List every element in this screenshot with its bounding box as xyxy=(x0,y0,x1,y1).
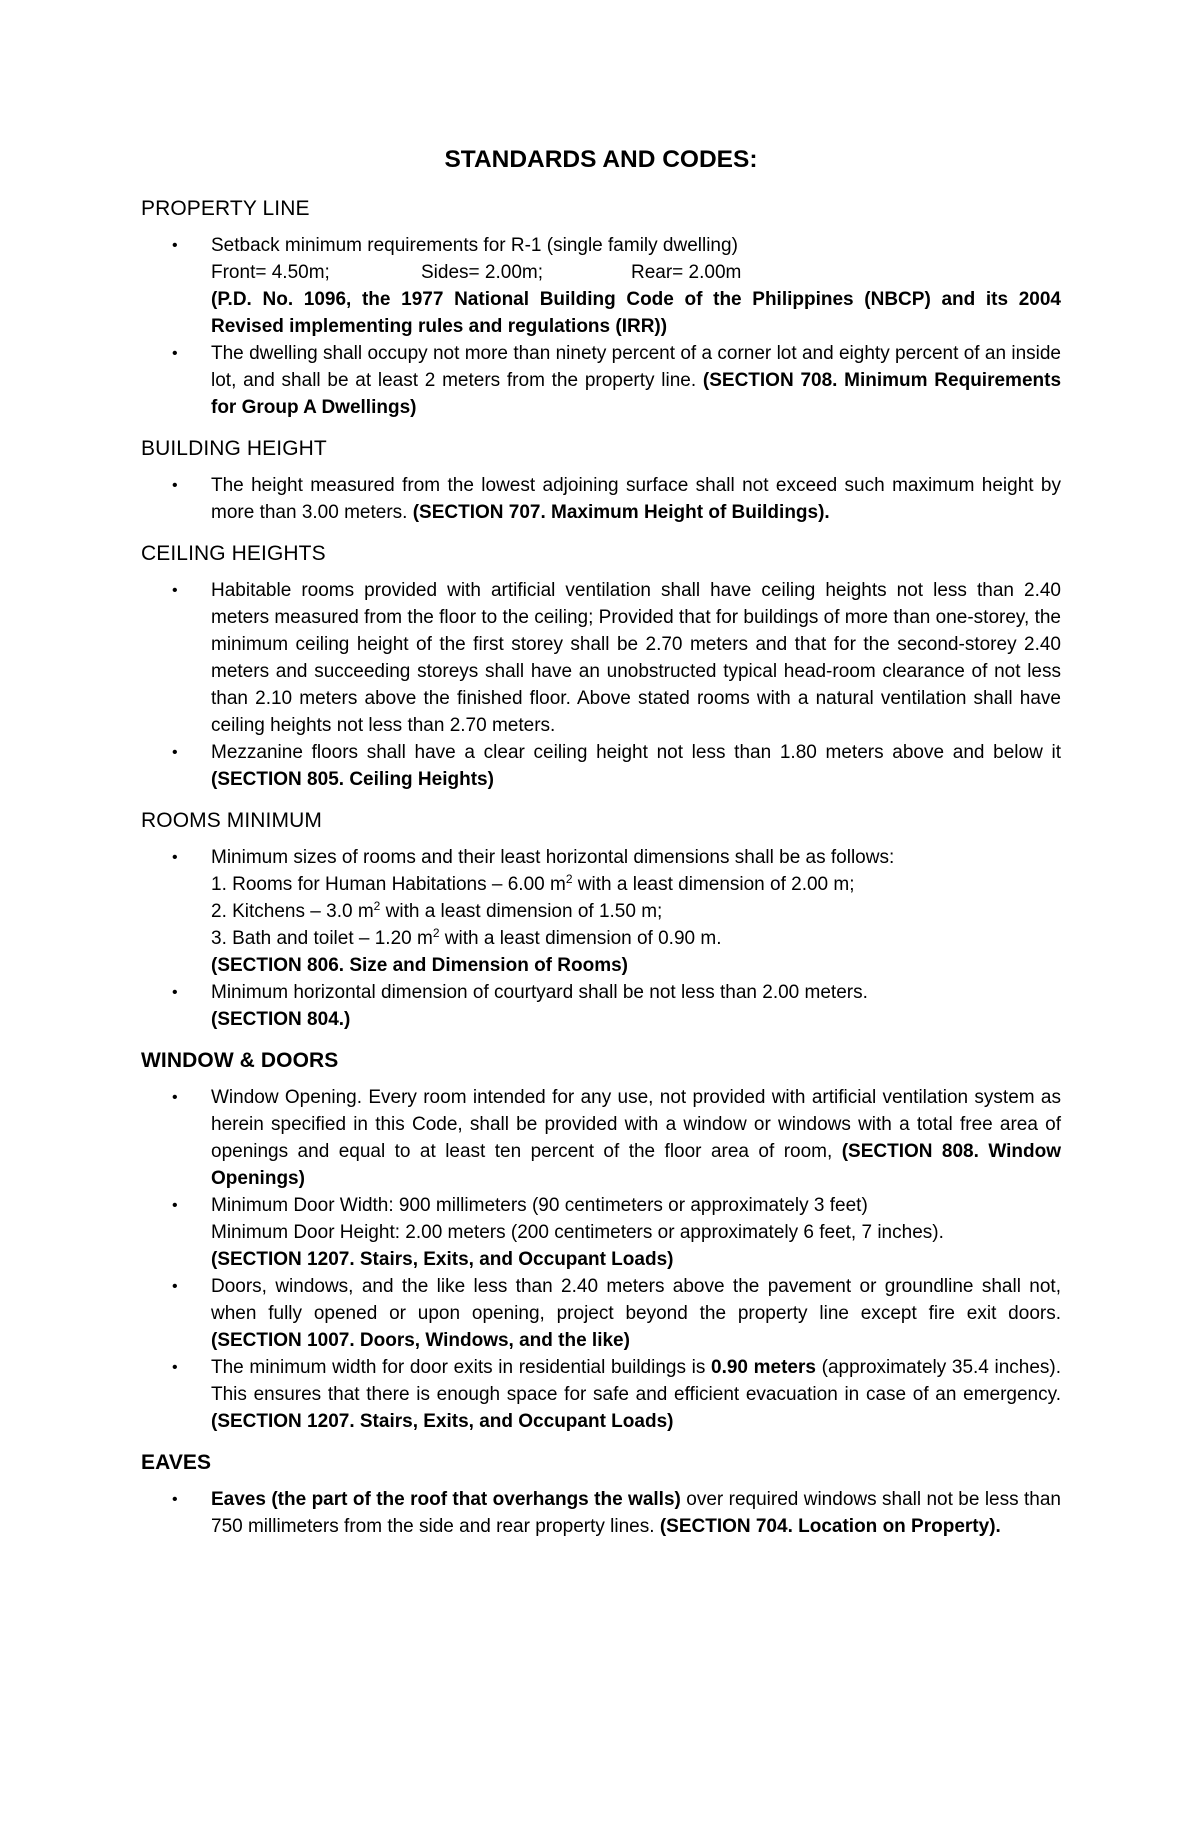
setback-text: Setback minimum requirements for R-1 (single family dwelling) xyxy=(211,235,738,256)
rooms-intro: Minimum sizes of rooms and their least horizontal dimensions shall be as follows: xyxy=(211,847,895,868)
bullet-icon: • xyxy=(172,477,178,494)
reference-citation: (SECTION 806. Size and Dimension of Rooms) xyxy=(211,955,629,976)
reference-citation: (SECTION 1207. Stairs, Exits, and Occupant Loads) xyxy=(211,1249,674,1270)
room-size-habitation xyxy=(211,871,1061,898)
bullet-icon: • xyxy=(172,237,178,254)
room-size-text: with a least dimension of 0.90 m. xyxy=(439,928,722,949)
setback-rear: Rear= 2.00m xyxy=(631,262,742,283)
list-item xyxy=(141,739,1061,793)
bullet-icon: • xyxy=(172,1197,178,1214)
item-text: Window Opening. Every room intended for any use, not provided with artificial ventilation system as herein specified in this Code, shall be provided with a window or windows with a total free area of openings and equal to at least ten percent of the floor area of room, xyxy=(211,1087,1061,1162)
bullet-icon: • xyxy=(172,984,178,1001)
item-text: over required windows shall not be less than 750 millimeters from the side and rear property lines. xyxy=(211,1489,1061,1537)
list-item xyxy=(141,340,1061,421)
reference-citation: (SECTION 1007. Doors, Windows, and the like) xyxy=(211,1330,630,1351)
room-size-text: 2. Kitchens – 3.0 m xyxy=(211,901,374,922)
room-size-text: with a least dimension of 2.00 m; xyxy=(572,874,855,895)
door-height-text: Minimum Door Height: 2.00 meters (200 centimeters or approximately 6 feet, 7 inches). xyxy=(211,1222,944,1243)
door-width-text: Minimum Door Width: 900 millimeters (90 centimeters or approximately 3 feet) xyxy=(211,1195,868,1216)
building-height-list xyxy=(141,472,1061,526)
bullet-icon: • xyxy=(172,582,178,599)
rooms-minimum-list xyxy=(141,844,1061,1033)
ceiling-heights-list xyxy=(141,577,1061,793)
document-title: STANDARDS AND CODES: xyxy=(444,146,758,173)
document-body xyxy=(141,145,1061,1554)
list-item xyxy=(141,979,1061,1033)
section-heading-eaves: EAVES xyxy=(141,1451,212,1474)
bullet-icon: • xyxy=(172,1491,178,1508)
reference-citation: (SECTION 708. Minimum Requirements for Group A Dwellings) xyxy=(211,370,1062,418)
bullet-icon: • xyxy=(172,1359,178,1376)
setback-values xyxy=(211,259,1061,286)
bullet-icon: • xyxy=(172,345,178,362)
list-item xyxy=(141,1486,1061,1540)
list-item xyxy=(141,232,1061,340)
door-exit-width: 0.90 meters xyxy=(711,1357,816,1378)
bullet-icon: • xyxy=(172,744,178,761)
bullet-icon: • xyxy=(172,1089,178,1106)
list-item xyxy=(141,844,1061,979)
item-text: Habitable rooms provided with artificial ventilation shall have ceiling heights not less than 2.40 meters measured from the floor to the ceiling; Provided that for buildings of more than one-storey, the minimum ceiling height of the first storey shall be 2.70 meters and that for the second-storey 2.40 meters and succeeding storeys shall have an unobstructed typical head-room clearance of not less than 2.10 meters above the finished floor. Above stated rooms with a natural ventilation shall have ceiling heights not less than 2.70 meters. xyxy=(211,580,1061,736)
item-text: The height measured from the lowest adjoining surface shall not exceed such maximum height by more than 3.00 meters. xyxy=(211,475,1061,523)
reference-citation: (SECTION 704. Location on Property). xyxy=(659,1516,1001,1537)
reference-citation: (SECTION 805. Ceiling Heights) xyxy=(211,769,494,790)
room-size-text: with a least dimension of 1.50 m; xyxy=(380,901,663,922)
superscript: 2 xyxy=(373,899,381,913)
reference-citation: (P.D. No. 1096, the 1977 National Building Code of the Philippines (NBCP) and its 2004 Revised implementing rules and regulations (IRR)) xyxy=(211,289,1061,337)
setback-front: Front= 4.50m; xyxy=(211,262,330,283)
section-heading-window-doors: WINDOW & DOORS xyxy=(141,1049,339,1072)
section-heading-rooms-minimum: ROOMS MINIMUM xyxy=(141,809,322,832)
list-item xyxy=(141,472,1061,526)
list-item xyxy=(141,577,1061,739)
bullet-icon: • xyxy=(172,1278,178,1295)
eaves-definition: Eaves (the part of the roof that overhangs the walls) xyxy=(211,1489,681,1510)
superscript: 2 xyxy=(432,926,440,940)
item-text: The dwelling shall occupy not more than ninety percent of a corner lot and eighty percent of an inside lot, and shall be at least 2 meters from the property line. xyxy=(211,343,1061,391)
section-heading-building-height: BUILDING HEIGHT xyxy=(141,437,327,460)
bullet-icon: • xyxy=(172,849,178,866)
room-size-bath xyxy=(211,925,1061,952)
item-text: Minimum horizontal dimension of courtyard shall be not less than 2.00 meters. xyxy=(211,982,868,1003)
reference-citation: (SECTION 808. Window Openings) xyxy=(211,1141,1061,1189)
superscript: 2 xyxy=(565,872,573,886)
reference-citation: (SECTION 804.) xyxy=(211,1009,351,1030)
setback-sides: Sides= 2.00m; xyxy=(421,262,543,283)
room-size-kitchen xyxy=(211,898,1061,925)
property-line-list xyxy=(141,232,1061,421)
list-item xyxy=(141,1192,1061,1273)
item-text: Mezzanine floors shall have a clear ceiling height not less than 1.80 meters above and below it xyxy=(211,742,1061,763)
list-item xyxy=(141,1354,1061,1435)
reference-citation: (SECTION 1207. Stairs, Exits, and Occupant Loads) xyxy=(211,1411,674,1432)
item-text: (approximately 35.4 inches). This ensures that there is enough space for safe and efficient evacuation in case of an emergency. xyxy=(211,1357,1062,1405)
room-size-text: 3. Bath and toilet – 1.20 m xyxy=(211,928,433,949)
list-item xyxy=(141,1084,1061,1192)
reference-citation: (SECTION 707. Maximum Height of Buildings). xyxy=(412,502,830,523)
section-heading-property-line: PROPERTY LINE xyxy=(141,197,310,220)
room-size-text: 1. Rooms for Human Habitations – 6.00 m xyxy=(211,874,566,895)
list-item xyxy=(141,1273,1061,1354)
window-doors-list xyxy=(141,1084,1061,1435)
item-text: The minimum width for door exits in residential buildings is xyxy=(211,1357,706,1378)
eaves-list xyxy=(141,1486,1061,1540)
item-text: Doors, windows, and the like less than 2.40 meters above the pavement or groundline shall not, when fully opened or upon opening, project beyond the property line except fire exit doors. xyxy=(211,1276,1061,1324)
section-heading-ceiling-heights: CEILING HEIGHTS xyxy=(141,542,326,565)
